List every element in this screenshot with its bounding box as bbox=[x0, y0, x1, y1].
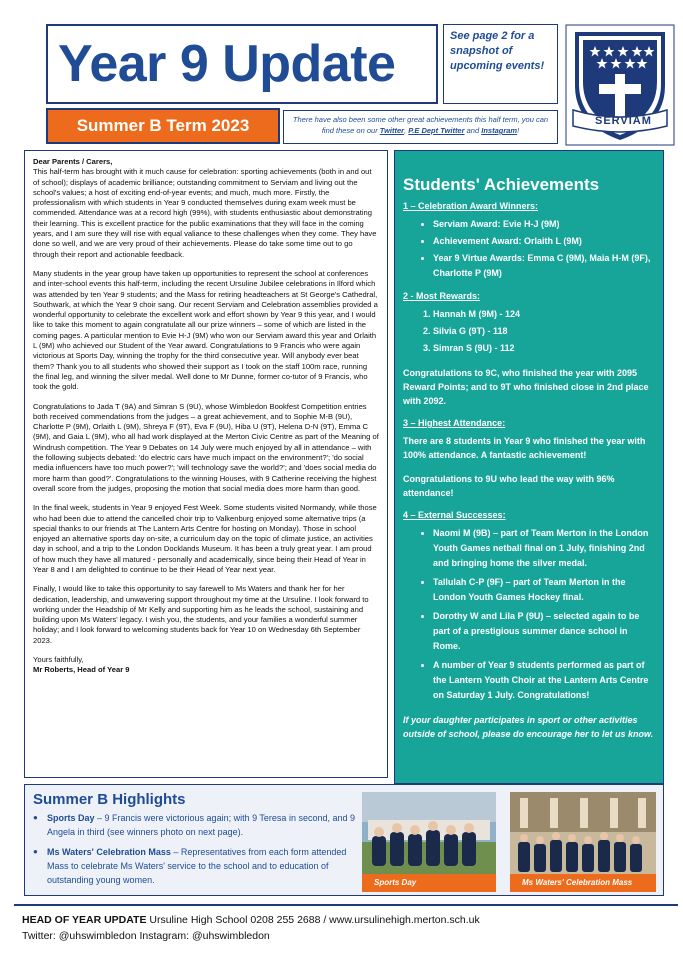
highlight-text: – 9 Francis were victorious again; with 9 Teresa in second, and 9 Angela in third (see winners photo on next page). bbox=[47, 813, 355, 837]
rewards-paragraph: Congratulations to 9C, who finished the year with 2095 Reward Points; and to 9T who finished close in 2nd place with 2092. bbox=[403, 368, 649, 406]
social-note-box bbox=[283, 110, 558, 144]
external-list bbox=[433, 526, 655, 703]
letter-signature: Mr Roberts, Head of Year 9 bbox=[33, 665, 130, 675]
social-note: There have also been some other great achievements this half term, you can find these on our Twitter, P.E Dept Twitter and Instagram! bbox=[292, 115, 549, 135]
highlight-item bbox=[33, 845, 363, 887]
rewards-heading: 2 - Most Rewards: bbox=[403, 291, 481, 301]
list-item: • Dorothy W and Lila P (9U) – selected again to be part of a prestigious summer dance school in Rome. bbox=[433, 609, 655, 654]
highlight-text: – Representatives from each form attended Mass to celebrate Ms Waters' service to the school and to education of outstanding young women. bbox=[47, 847, 347, 885]
snapshot-note: See page 2 for a snapshot of upcoming events! bbox=[450, 30, 545, 72]
list-item: • Tallulah C-P (9F) – part of Team Merton in the London Youth Games Hockey final. bbox=[433, 575, 655, 605]
title-box bbox=[46, 24, 438, 104]
celebration-heading: 1 – Celebration Award Winners: bbox=[403, 201, 538, 211]
list-item: 3. Simran S (9U) - 112 bbox=[433, 341, 655, 356]
external-heading: 4 – External Successes: bbox=[403, 510, 506, 520]
letter-sign-off: Yours faithfully, bbox=[33, 655, 84, 665]
letter-paragraph: In the final week, students in Year 9 enjoyed Fest Week. Some students visited Normandy, while those who had been due to attend the cancelled choir trip to Valkenburg enjoyed some alternative trips (a special thanks to our friends at The Lantern Arts Centre for hosting on Monday). Those in school enjoyed an alternative sports day on-site, a curriculum day on the topic of climate justice, an activities day in school, and a trip to the London Docklands Museum. It has been a truly great year. I am proud of how much they have all matured - personally and academically, since being their Head of Year in Year 8 and I am delighted to continue to be their Head of Year next year. bbox=[33, 503, 377, 574]
letter-section bbox=[24, 150, 388, 778]
list-item: • Naomi M (9B) – part of Team Merton in the London Youth Games netball final on 1 July, finishing 2nd and bringing home the silver medal. bbox=[433, 526, 655, 571]
list-item: 1. Hannah M (9M) - 124 bbox=[433, 307, 655, 322]
twitter-link[interactable]: Twitter bbox=[379, 126, 405, 135]
rewards-list bbox=[433, 307, 655, 356]
pe-twitter-link[interactable]: P.E Dept Twitter bbox=[408, 126, 465, 135]
crest-icon bbox=[565, 24, 675, 146]
footer-label: HEAD OF YEAR UPDATE bbox=[22, 914, 147, 926]
letter-greeting: Dear Parents / Carers, bbox=[33, 157, 113, 166]
highlight-title: Sports Day bbox=[47, 813, 95, 823]
instagram-link[interactable]: Instagram bbox=[481, 126, 518, 135]
list-item: • A number of Year 9 students performed as part of the Lantern Youth Choir at the Lantern Arts Centre on Saturday 1 July. Congratulations! bbox=[433, 658, 655, 703]
attendance-heading: 3 – Highest Attendance: bbox=[403, 418, 506, 428]
list-item: • Year 9 Virtue Awards: Emma C (9M), Maia H-M (9F), Charlotte P (9M) bbox=[433, 251, 655, 281]
footer-line-2: Twitter: @uhswimbledon Instagram: @uhswimbledon bbox=[22, 930, 270, 942]
achievements-section bbox=[394, 150, 664, 784]
highlight-title: Ms Waters' Celebration Mass bbox=[47, 847, 171, 857]
school-crest bbox=[565, 24, 675, 146]
list-item: 2. Silvia G (9T) - 118 bbox=[433, 324, 655, 339]
highlights-list bbox=[33, 811, 363, 893]
photo-caption: Ms Waters' Celebration Mass bbox=[510, 874, 656, 892]
achievements-heading: Students' Achievements bbox=[403, 175, 600, 194]
footer-contact: Ursuline High School 0208 255 2688 / www.ursulinehigh.merton.sch.uk bbox=[146, 914, 480, 926]
term-banner bbox=[46, 108, 280, 144]
letter-paragraph: Congratulations to Jada T (9A) and Simran S (9U), whose Wimbledon Bookfest Competition entries both received commendations from the judges – a great achievement, and to Sophie M-B (9U), Charlotte P (9M), Orlaith L (9M), Shreya F (9T), Eva F (9U), Hiba U (9T), Helena D-N (9T), Emma C (9M), and Gaia L (9M), who all had work displayed at the Merton Civic Centre as part of the Meaning of Windrush competition. The Year 9 Debates on 14 July were much enjoyed by all in attendance – with the following subjects debated: 'do electric cars have much impact on the environment?'; 'do social media influencers have too much power?'; 'will technology save the world?'; and 'does social media do more harm than good?'. Congratulations to the winning Houses, with 9 Catherine receiving the highest overall score from the judges, proposing the motion that social media does more harm than good. bbox=[33, 401, 379, 493]
celebration-mass-photo bbox=[510, 792, 656, 892]
crest-motto: SERVIAM bbox=[595, 115, 652, 127]
celebration-list bbox=[433, 217, 655, 281]
highlight-item bbox=[33, 811, 363, 839]
letter-paragraph: Many students in the year group have taken up opportunities to represent the school at conferences and inter-school events this half-term, including the recent Ursuline Jubilee celebrations in Ilford which was attended by ten Year 9 students; and the Mass for retiring headteachers at St George's Cathedral, Southwark, at which the Year 9 choir sang. Our recent Serviam and Celebration assemblies provided a wonderful opportunity to celebrate the excellent work and effort shown by Year 9 this year, and I would like to take this moment to again congratulate all our prize winners – some of which are listed in the coming pages. A particular mention to Evie H-J (9M) who won our Serviam award this year and Orlaith L (9M) who achieved our Student of the Year award. Congratulations to 9 Francis who were again victorious at Sports Day, winning the trophy for the third consecutive year. Will anybody ever beat them? Thank you to all students who showed their support as I took on the staff 100m race, running the final leg, and winning the silver medal. Well done to Mr Dunne, former co-tutor of 9 Francis, who took the gold. bbox=[33, 268, 378, 392]
sports-day-photo bbox=[362, 792, 496, 892]
photo-caption: Sports Day bbox=[362, 874, 496, 892]
page-title: Year 9 Update bbox=[58, 35, 396, 93]
list-item: • Serviam Award: Evie H-J (9M) bbox=[433, 217, 655, 232]
attendance-paragraph: There are 8 students in Year 9 who finished the year with 100% attendance. A fantastic achievement! bbox=[403, 436, 646, 460]
list-item: • Achievement Award: Orlaith L (9M) bbox=[433, 234, 655, 249]
attendance-paragraph: Congratulations to 9U who lead the way with 96% attendance! bbox=[403, 474, 615, 498]
letter-paragraph: This half-term has brought with it much cause for celebration: sporting achievements (both in and out of school); displays of academic brilliance; outstanding commitment to Serviam and living out the school's values; a host of exciting end-of-year events; and much, much more. Firstly, the professionalism with which students in Year 9 conducted themselves during exam week must be commended. Attendance was at a record high (99%), with students enthusiastic about demonstrating their learning. This is excellent practice for the public examinations that they will face in the coming years, and I am sure they will rise with equal valiance to these challenges when they come. They have done so well, and we are very proud of their achievements. Please do take some time out to go through their report and actionable feedback. bbox=[33, 167, 377, 259]
footer bbox=[14, 904, 678, 964]
footer-line-1 bbox=[22, 912, 670, 928]
highlights-heading: Summer B Highlights bbox=[33, 791, 186, 808]
achievements-closing: If your daughter participates in sport or other activities outside of school, please do encourage her to let us know. bbox=[403, 715, 654, 739]
term-label: Summer B Term 2023 bbox=[76, 116, 250, 135]
letter-paragraph: Finally, I would like to take this opportunity to say farewell to Ms Waters and thank her for her dedication, leadership, and unwavering support throughout my time at the Ursuline. I look forward to working under the Headship of Mr Kelly and supporting him as he leads the school, sustaining and building upon Ms Waters' legacy. I wish you, the students, and your families a wonderful summer holiday; and I look forward to welcoming students back for Year 10 on Wednesday 6th September 2023. bbox=[33, 584, 369, 645]
snapshot-note-box bbox=[443, 24, 558, 104]
